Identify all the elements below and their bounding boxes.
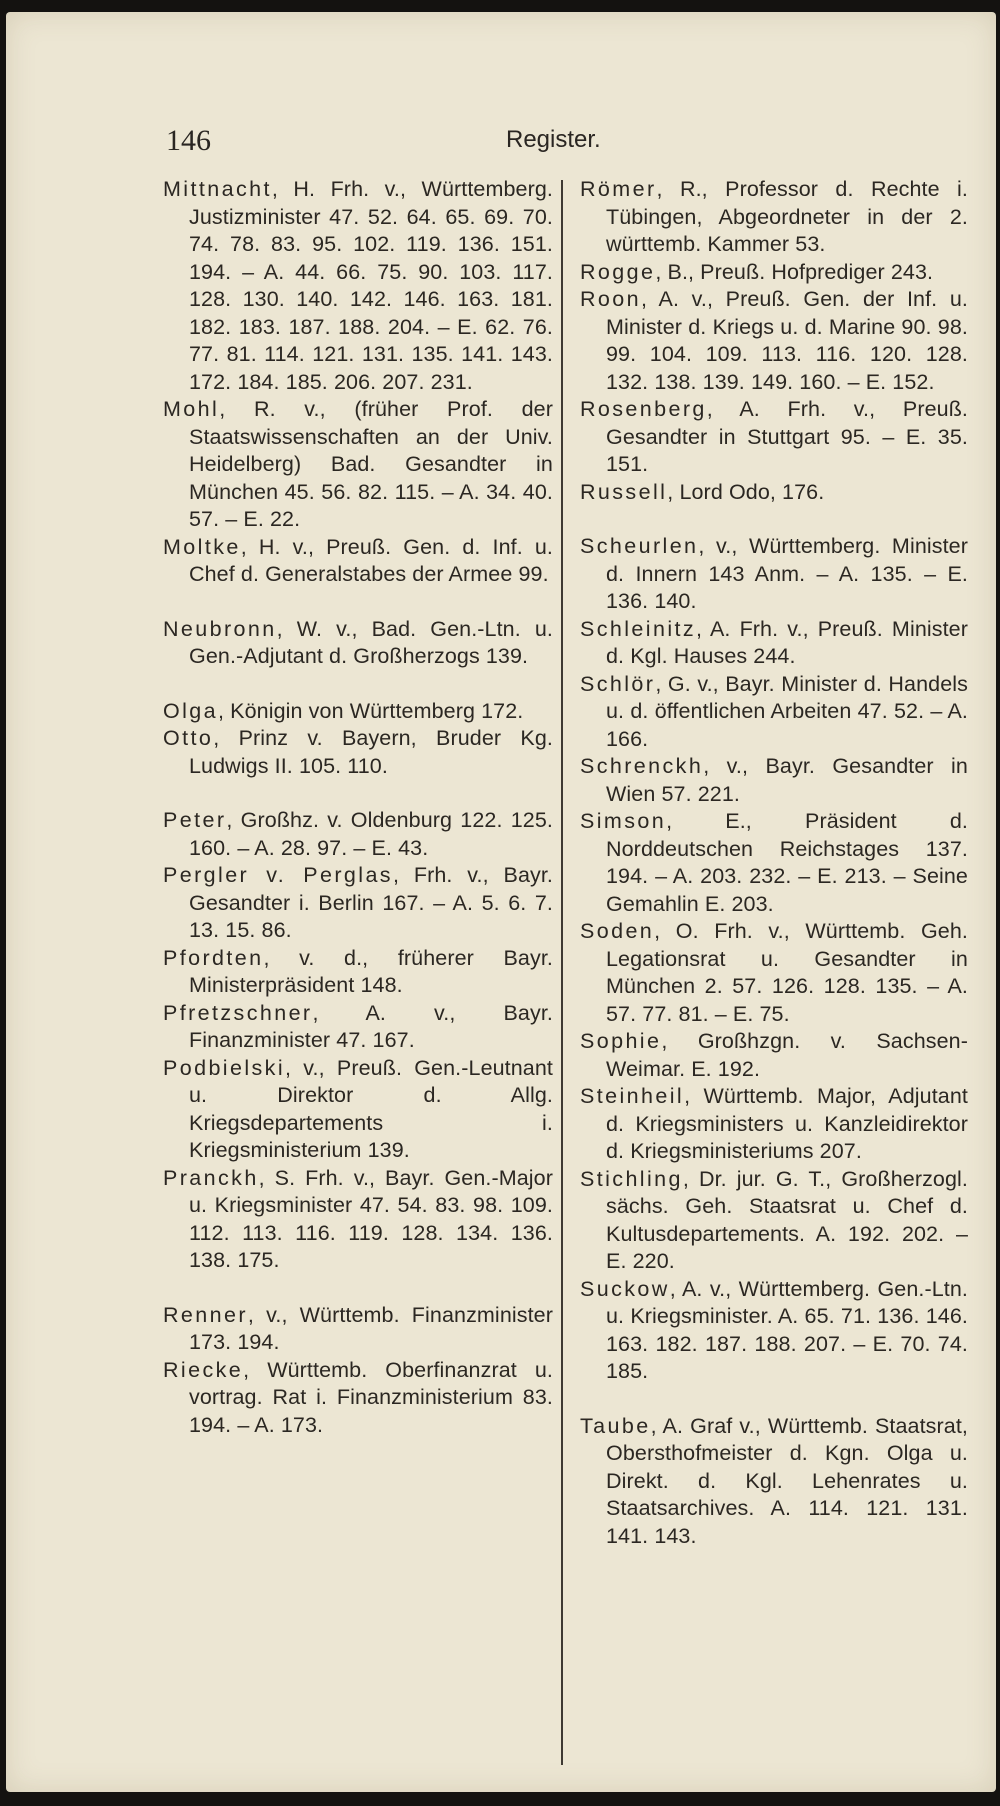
index-entry [163,807,553,862]
entry-text: , A. v., Württemberg. Gen.-Ltn. u. Kriegsminister. A. 65. 71. 136. 146. 163. 182. 187. 188. 207. – E. 70. 74. 185. [606,1276,968,1383]
index-entry [580,1413,968,1551]
entry-text: , R. v., (früher Prof. der Staatswissenschaften an der Univ. Heidelberg) Bad. Gesandter in München 45. 56. 82. 115. – A. 34. 40. 57. – E. 22. [189,397,553,531]
index-column-left [163,176,553,1439]
index-entry [163,1165,553,1275]
index-entry [580,1276,968,1386]
entry-name: Moltke [163,534,241,559]
entry-name: Mohl [163,397,220,421]
entry-text: , v., Bayr. Gesandter in Wien 57. 221. [606,754,968,806]
entry-text: , v., Württemberg. Minister d. Innern 143 Anm. – A. 135. – E. 136. 140. [606,534,968,613]
index-entry [163,862,553,945]
entry-name: Rogge [580,259,656,284]
index-entry [580,808,968,918]
entry-name: Pfretzschner [163,1000,313,1025]
entry-name: Pfordten [163,945,264,970]
index-entry [580,753,968,808]
entry-text: , Württemb. Major, Adjutant d. Kriegsministers u. Kanzleidirektor d. Kriegsministeriums 207. [606,1084,968,1163]
entry-text: , A. Frh. v., Preuß. Gesandter in Stuttgart 95. – E. 35. 151. [606,397,968,476]
entry-name: Simson [580,809,667,833]
entry-text: , Württemb. Oberfinanzrat u. vortrag. Rat i. Finanzministerium 83. 194. – A. 173. [189,1357,553,1437]
entry-name: Taube [580,1413,651,1438]
entry-name: Schlör [580,671,656,696]
entry-text: , A. v., Bayr. Finanzminister 47. 167. [189,1000,553,1052]
index-column-right [580,176,968,1550]
entry-name: Russell [580,479,668,504]
index-entry [580,176,968,259]
entry-text: , Prinz v. Bayern, Bruder Kg. Ludwigs II. 105. 110. [189,726,553,778]
entry-text: , Königin von Württemberg 172. [218,698,524,723]
index-entry [580,616,968,671]
index-entry [163,1055,553,1165]
entry-text: , W. v., Bad. Gen.-Ltn. u. Gen.-Adjutant d. Großherzogs 139. [189,616,553,668]
entry-name: Pergler v. Perglas [163,863,393,887]
index-entry [163,945,553,1000]
entry-name: Rosenberg [580,397,707,421]
entry-name: Pranckh [163,1165,259,1190]
entry-text: , A. v., Preuß. Gen. der Inf. u. Minister d. Kriegs u. d. Marine 90. 98. 99. 104. 109. 113. 116. 120. 128. 132. 138. 139. 149. 160. – E. 152. [606,287,968,394]
entry-name: Olga [163,698,219,723]
index-entry [580,1083,968,1166]
index-entry [163,176,553,396]
index-entry [580,533,968,616]
column-divider [561,180,563,1765]
entry-text: , R., Professor d. Rechte i. Tübingen, Abgeordneter in der 2. württemb. Kammer 53. [606,177,968,256]
entry-text: , Großhz. v. Oldenburg 122. 125. 160. – A. 28. 97. – E. 43. [189,808,553,860]
index-entry [163,1302,553,1357]
entry-name: Podbielski [163,1055,285,1080]
page-header [166,124,826,164]
index-entry [580,1028,968,1083]
entry-name: Steinheil [580,1084,685,1108]
entry-name: Scheurlen [580,534,699,558]
index-entry [163,1000,553,1055]
entry-text: , H. v., Preuß. Gen. d. Inf. u. Chef d. Generalstabes der Armee 99. [189,534,553,586]
entry-name: Schrenckh [580,754,704,778]
entry-text: , E., Präsident d. Norddeutschen Reichstages 137. 194. – A. 203. 232. – E. 213. – Seine Gemahlin E. 203. [606,809,968,916]
entry-name: Otto [163,726,214,750]
index-entry [163,534,553,589]
index-entry [580,396,968,479]
entry-text: , S. Frh. v., Bayr. Gen.-Major u. Kriegsminister 47. 54. 83. 98. 109. 112. 113. 116. 119. 128. 134. 136. 138. 175. [189,1165,553,1272]
entry-name: Riecke [163,1357,244,1382]
index-entry [580,286,968,396]
index-entry [580,671,968,754]
entry-text: , H. Frh. v., Württemberg. Justizminister 47. 52. 64. 65. 69. 70. 74. 78. 83. 95. 102. 119. 136. 151. 194. – A. 44. 66. 75. 90. 103. 117. 128. 130. 140. 142. 146. 163. 181. 182. 183. 187. 188. 204. – E. 62. 76. 77. 81. 114. 121. 131. 135. 141. 143. 172. 184. 185. 206. 207. 231. [189,177,553,394]
index-entry [580,259,968,287]
entry-text: , Dr. jur. G. T., Großherzogl. sächs. Geh. Staatsrat u. Chef d. Kultusdepartements. A. 192. 202. – E. 220. [606,1166,968,1273]
entry-name: Peter [163,808,227,832]
entry-name: Roon [580,287,641,311]
entry-name: Renner [163,1302,248,1327]
entry-text: , A. Graf v., Württemb. Staatsrat, Obersthofmeister d. Kgn. Olga u. Direkt. d. Kgl. Lehenrates u. Staatsarchives. A. 114. 121. 131. 141. 143. [606,1413,968,1548]
entry-text: , Lord Odo, 176. [667,479,825,504]
entry-text: , Frh. v., Bayr. Gesandter i. Berlin 167. – A. 5. 6. 7. 13. 15. 86. [189,863,554,942]
entry-text: , v., Württemb. Finanzminister 173. 194. [189,1302,553,1354]
index-entry [163,616,553,671]
index-entry [580,918,968,1028]
index-entry [163,1357,553,1440]
entry-name: Schleinitz [580,616,697,641]
entry-name: Mittnacht [163,177,272,201]
index-entry [163,725,553,780]
entry-name: Römer [580,177,657,201]
entry-text: , O. Frh. v., Württemb. Geh. Legationsrat u. Gesandter in München 2. 57. 126. 128. 135. – A. 57. 77. 81. – E. 75. [606,919,968,1026]
index-entry [163,396,553,534]
page-number: 146 [166,124,211,157]
entry-text: , v., Preuß. Gen.-Leutnant u. Direktor d. Allg. Kriegsdepartements i. Kriegsministerium 139. [189,1055,553,1162]
entry-text: , v. d., früherer Bayr. Ministerpräsident 148. [189,945,553,997]
entry-text: , B., Preuß. Hofprediger 243. [655,259,934,284]
index-entry [580,479,968,507]
entry-text: , Großhzgn. v. Sachsen-Weimar. E. 192. [606,1029,968,1081]
entry-name: Suckow [580,1276,670,1301]
entry-text: , G. v., Bayr. Minister d. Handels u. d. öffentlichen Arbeiten 47. 52. – A. 166. [606,671,968,751]
entry-name: Stichling [580,1166,683,1191]
entry-text: , A. Frh. v., Preuß. Minister d. Kgl. Hauses 244. [606,616,968,668]
entry-name: Soden [580,919,655,943]
index-entry [580,1166,968,1276]
running-title: Register. [506,126,601,153]
entry-name: Neubronn [163,616,277,641]
entry-name: Sophie [580,1029,662,1053]
index-entry [163,698,553,726]
